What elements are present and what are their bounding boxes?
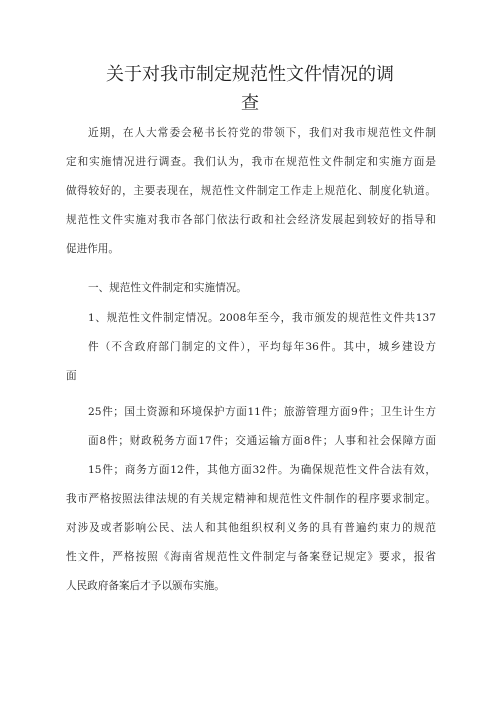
paragraph-1-line-4: 规范性文件实施对我市各部门依法行政和社会经济发展起到较好的指导和 bbox=[66, 214, 436, 226]
paragraph-3-line-6: 性文件，严格按照《海南省规范性文件制定与备案登记规定》要求，报省 bbox=[66, 551, 436, 563]
paragraph-2-line-3: 面 bbox=[66, 370, 77, 382]
document-title-line-1: 关于对我市制定规范性文件情况的调 bbox=[106, 64, 394, 85]
paragraph-3-line-1: 25件；国土资源和环境保护方面11件；旅游管理方面9件；卫生计生方 bbox=[88, 406, 436, 418]
document-title-line-2: 查 bbox=[241, 93, 259, 114]
paragraph-1-line-2: 定和实施情况进行调查。我们认为，我市在规范性文件制定和实施方面是 bbox=[66, 156, 436, 168]
paragraph-1-line-3: 做得较好的，主要表现在，规范性文件制定工作走上规范化、制度化轨道。 bbox=[66, 185, 436, 197]
paragraph-3-line-3: 15件；商务方面12件，其他方面32件。为确保规范性文件合法有效， bbox=[88, 464, 436, 476]
paragraph-3-line-5: 对涉及或者影响公民、法人和其他组织权利义务的具有普遍约束力的规范 bbox=[66, 522, 436, 534]
paragraph-3-line-2: 面8件；财政税务方面17件；交通运输方面8件；人事和社会保障方面 bbox=[88, 435, 436, 447]
paragraph-1-line-1: 近期，在人大常委会秘书长符党的带领下，我们对我市规范性文件制 bbox=[88, 127, 436, 139]
paragraph-1-line-5: 促进作用。 bbox=[66, 243, 119, 255]
paragraph-2-line-1: 1、规范性文件制定情况。2008年至今，我市颁发的规范性文件共137 bbox=[88, 312, 436, 324]
section-heading: 一、规范性文件制定和实施情况。 bbox=[88, 282, 247, 294]
paragraph-2-line-2: 件（不含政府部门制定的文件），平均每年36件。其中，城乡建设方 bbox=[88, 341, 436, 353]
paragraph-3-line-4: 我市严格按照法律法规的有关规定精神和规范性文件制作的程序要求制定。 bbox=[66, 493, 436, 505]
paragraph-3-line-7: 人民政府备案后才予以颁布实施。 bbox=[66, 580, 225, 592]
